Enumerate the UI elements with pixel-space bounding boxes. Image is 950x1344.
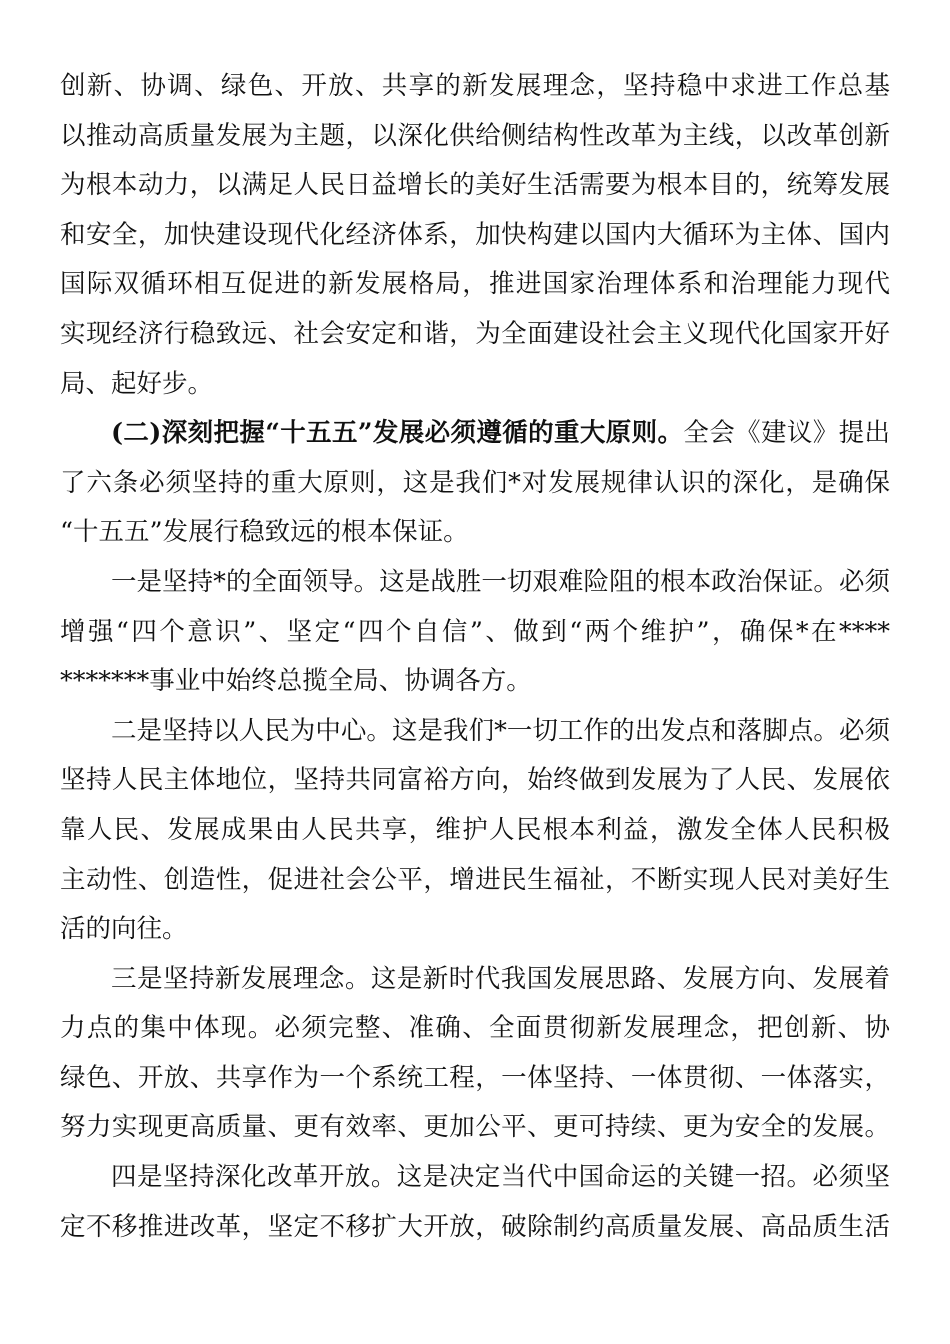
principle-two-line-1: 二是坚持以人民为中心。这是我们*一切工作的出发点和落脚点。必须 xyxy=(111,715,890,746)
text-line-2: 以推动高质量发展为主题，以深化供给侧结构性改革为主线，以改革创新 xyxy=(60,120,890,151)
principle-one-line-3: *******事业中始终总揽全局、协调各方。 xyxy=(60,666,532,697)
principle-three-line-3: 绿色、开放、共享作为一个系统工程，一体坚持、一体贯彻、一体落实， xyxy=(60,1062,890,1093)
principle-one-line-2: 增强“四个意识”、坚定“四个自信”、做到“两个维护”，确保*在**** xyxy=(60,616,890,647)
principle-two-line-5: 活的向往。 xyxy=(60,914,188,945)
text-line-4: 和安全，加快建设现代化经济体系，加快构建以国内大循环为主体、国内 xyxy=(60,219,890,250)
principle-three-line-4: 努力实现更高质量、更有效率、更加公平、更可持续、更为安全的发展。 xyxy=(60,1112,890,1143)
document-body xyxy=(60,62,890,1252)
principle-two-line-3: 靠人民、发展成果由人民共享，维护人民根本利益，激发全体人民积极 xyxy=(60,814,890,845)
principle-two-line-2: 坚持人民主体地位，坚持共同富裕方向，始终做到发展为了人民、发展依 xyxy=(60,765,890,796)
section-heading-continuation: 全会《建议》提出 xyxy=(683,418,890,449)
text-line-7: 局、起好步。 xyxy=(60,368,214,399)
principle-three-line-1: 三是坚持新发展理念。这是新时代我国发展思路、发展方向、发展着 xyxy=(111,963,890,994)
text-line-6: 实现经济行稳致远、社会安定和谐，为全面建设社会主义现代化国家开好 xyxy=(60,318,890,349)
principle-four-line-1: 四是坚持深化改革开放。这是决定当代中国命运的关键一招。必须坚 xyxy=(111,1162,890,1193)
text-line-10: “十五五”发展行稳致远的根本保证。 xyxy=(60,517,469,548)
section-heading-line xyxy=(60,409,890,459)
text-line-3: 为根本动力，以满足人民日益增长的美好生活需要为根本目的，统筹发展 xyxy=(60,170,890,201)
principle-three-line-2: 力点的集中体现。必须完整、准确、全面贯彻新发展理念，把创新、协 xyxy=(60,1013,890,1044)
principle-one-line-1: 一是坚持*的全面领导。这是战胜一切艰难险阻的根本政治保证。必须 xyxy=(111,566,890,597)
text-line-9: 了六条必须坚持的重大原则，这是我们*对发展规律认识的深化，是确保 xyxy=(60,467,890,498)
principle-four-line-2: 定不移推进改革，坚定不移扩大开放，破除制约高质量发展、高品质生活 xyxy=(60,1211,890,1242)
text-line-5: 国际双循环相互促进的新发展格局，推进国家治理体系和治理能力现代 xyxy=(60,269,890,300)
section-heading: (二)深刻把握“十五五”发展必须遵循的重大原则。 xyxy=(111,418,684,449)
principle-two-line-4: 主动性、创造性，促进社会公平，增进民生福祉，不断实现人民对美好生 xyxy=(60,864,890,895)
text-line-1: 创新、协调、绿色、开放、共享的新发展理念，坚持稳中求进工作总基 xyxy=(60,71,890,101)
